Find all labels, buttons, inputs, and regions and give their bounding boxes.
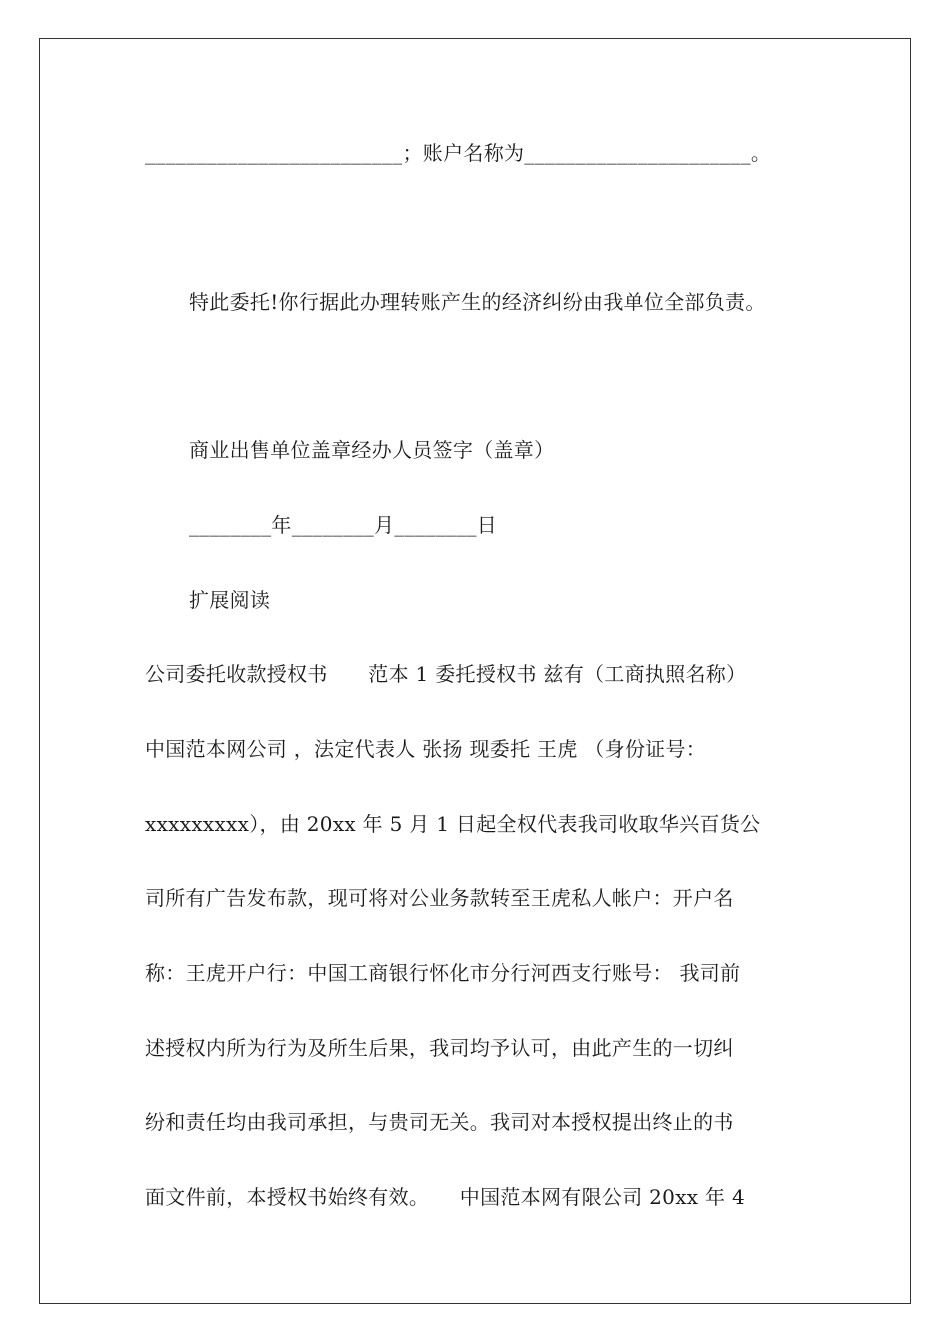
paragraph-line-8: 面文件前，本授权书始终有效。 中国范本网有限公司 20xx 年 4 bbox=[145, 1185, 746, 1209]
signature-line: 商业出售单位盖章经办人员签字（盖章） bbox=[189, 438, 555, 462]
date-line: ________年________月________日 bbox=[189, 513, 498, 537]
paragraph-line-5: 称：王虎开户行：中国工商银行怀化市分行河西支行账号： 我司前 bbox=[145, 961, 741, 985]
account-line: _________________________；账户名称为______________________。 bbox=[145, 141, 772, 165]
paragraph-line-6: 述授权内所为行为及所生后果，我司均予认可，由此产生的一切纠 bbox=[145, 1036, 734, 1060]
paragraph-line-4: 司所有广告发布款，现可将对公业务款转至王虎私人帐户：开户名 bbox=[145, 886, 734, 910]
paragraph-line-2: 中国范本网公司 ，法定代表人 张扬 现委托 王虎 （身份证号： bbox=[145, 737, 707, 761]
paragraph-line-3: xxxxxxxxx），由 20xx 年 5 月 1 日起全权代表我司收取华兴百货公 bbox=[145, 812, 761, 836]
delegation-statement: 特此委托!你行据此办理转账产生的经济纠纷由我单位全部负责。 bbox=[189, 290, 766, 314]
paragraph-line-1: 公司委托收款授权书 范本 1 委托授权书 兹有（工商执照名称） bbox=[145, 662, 747, 686]
paragraph-line-7: 纷和责任均由我司承担，与贵司无关。我司对本授权提出终止的书 bbox=[145, 1110, 734, 1134]
extended-reading-heading: 扩展阅读 bbox=[189, 588, 271, 612]
